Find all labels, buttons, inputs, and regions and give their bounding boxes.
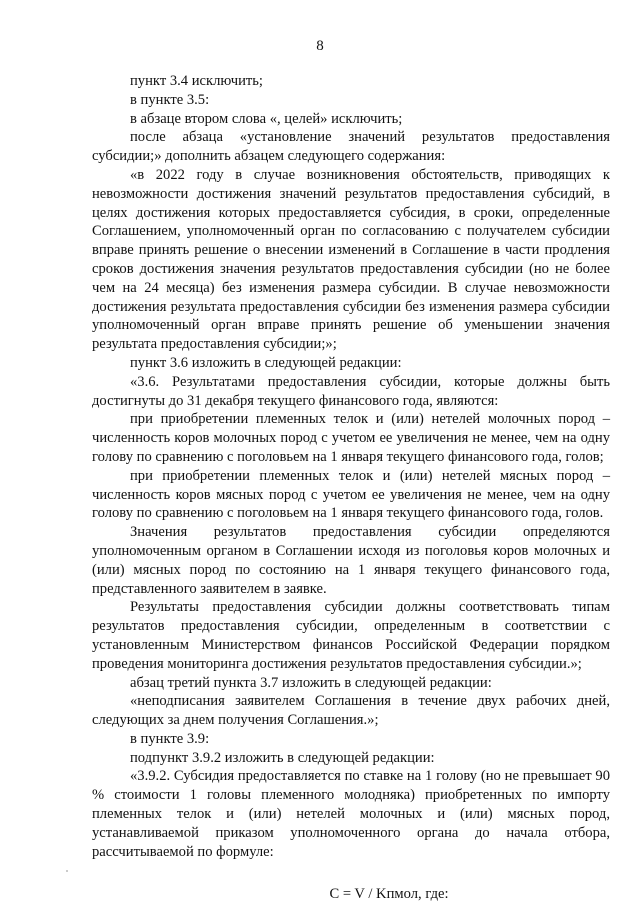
paragraph: абзац третий пункта 3.7 изложить в следующей редакции: — [130, 674, 492, 691]
page-number: 8 — [316, 38, 324, 54]
paragraph: «в 2022 году в случае возникновения обстоятельств, приводящих к невозможности достижения значений результатов предоставления субсидий, в целях достижения которых предоставляется субсидия, в сроки, определенные Соглашением, уполномоченный орган по согласованию с получателем субсидии вправе принять решение о внесении изменений в Соглашение в части продления сроков достижения значения результатов предоставления субсидии (но не более чем на 24 месяца) без изменения размера субсидии. В случае невозможности достижения результата предоставления субсидии без изменения размера субсидии уполномоченный орган вправе принять решение об уменьшении значения результата предоставления субсидии;»; — [92, 166, 610, 353]
paragraph: после абзаца «установление значений результатов предоставления субсидии;» дополнить абзацем следующего содержания: — [92, 129, 610, 165]
paragraph: при приобретении племенных телок и (или) нетелей молочных пород – численность коров молочных пород с учетом ее увеличения не менее, чем на одну голову по сравнению с поголовьем на 1 января текущего финансового года, голов; — [92, 411, 610, 465]
paragraph: пункт 3.4 исключить; — [130, 73, 263, 89]
paragraph: «3.9.2. Субсидия предоставляется по ставке на 1 голову (но не превышает 90 % стоимости 1 головы племенного молодняка) приобретенных по импорту племенных телок и (или) нетелей молочных и (или) мясных пород, устанавливаемой приказом уполномоченного органа до начала отбора, рассчитываемой по формуле: — [92, 768, 610, 860]
paragraph: Значения результатов предоставления субсидии определяются уполномоченным органом в Соглашении исходя из поголовья коров молочных и (или) мясных пород по состоянию на 1 января текущего финансового года, представленного заявителем в заявке. — [92, 524, 610, 597]
paragraph: Результаты предоставления субсидии должны соответствовать типам результатов предоставления субсидии, определенным в соответствии с установленным Министерством финансов Российской Федерации порядком проведения мониторинга достижения результатов предоставления субсидии.»; — [92, 599, 610, 672]
paragraph: пункт 3.6 изложить в следующей редакции: — [130, 354, 402, 371]
paragraph: при приобретении племенных телок и (или) нетелей мясных пород – численность коров мясных пород с учетом ее увеличения не менее, чем на одну голову по сравнению с поголовьем на 1 января текущего финансового года, голов. — [92, 467, 610, 522]
paragraph: подпункт 3.9.2 изложить в следующей редакции: — [130, 749, 435, 766]
paragraph: в абзаце втором слова «, целей» исключить; — [130, 110, 403, 127]
formula: C = V / Kпмол, где: — [329, 886, 449, 903]
paragraph: в пункте 3.9: — [130, 730, 210, 747]
document-body — [92, 72, 610, 904]
paragraph: «неподписания заявителем Соглашения в течение двух рабочих дней, следующих за днем получения Соглашения.»; — [92, 693, 610, 729]
paragraph: в пункте 3.5: — [130, 91, 210, 108]
scan-mark — [66, 870, 68, 872]
paragraph: «3.6. Результатами предоставления субсидии, которые должны быть достигнуты до 31 декабря текущего финансового года, являются: — [92, 373, 610, 409]
